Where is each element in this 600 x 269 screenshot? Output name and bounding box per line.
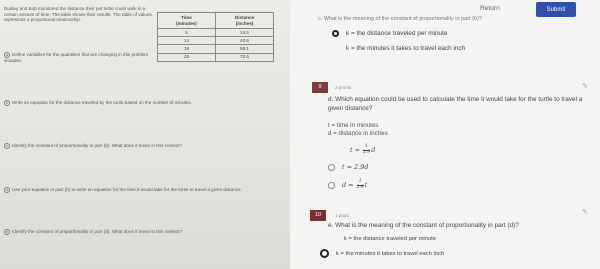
prev-option-2[interactable]: k = the minutes it takes to travel each inch [346,45,466,52]
definition-d: d = distance in inches [328,130,388,138]
worksheet-question-a: a Define variables for the quantities that are changing in this problem situation. [4,52,149,63]
question-number-badge: 9 [312,82,328,93]
table-header-distance: Distance (inches) [216,13,274,29]
definition-t: t = time in minutes [328,122,379,129]
points-label: 1 point [335,213,349,218]
radio-selected[interactable] [320,249,329,258]
q9-option-3[interactable]: d = $\frac{1}{2.9}$ t [328,180,367,190]
q9-option-2[interactable]: t = 2.9d [328,163,368,171]
table-row: 14 40.6 [158,37,274,45]
submit-button[interactable]: Submit [536,2,576,17]
variable-definitions [328,122,388,139]
q9-option-1[interactable]: t = $\frac{1}{2.9}$ d [350,144,376,155]
previous-question-text: c. What is the meaning of the constant of proportionality in part (b)? [318,16,482,22]
return-link[interactable]: Return [480,5,500,12]
worksheet-photo [0,0,290,269]
q10-option-1[interactable]: k = the distance traveled per minute [344,235,436,242]
question-number-badge: 10 [310,210,326,221]
question-text: e. What is the meaning of the constant of proportionality in part (d)? [328,222,519,229]
question-text: d. Which equation could be used to calculate the time it would take for the turtle to travel a given distance? [328,96,583,112]
prev-option-1[interactable]: k = the distance traveled per minute [332,30,447,37]
pin-icon[interactable]: ✎ [582,209,588,216]
points-label: 2 points [335,85,352,90]
question-panel [290,0,600,269]
worksheet-question-b: b Write an equation for the distance traveled by the turtle based on the number of minutes. [4,100,274,106]
pin-icon[interactable]: ✎ [582,83,588,90]
radio[interactable] [328,182,335,189]
radio[interactable] [328,164,335,171]
radio-selected[interactable] [332,30,339,37]
worksheet-question-e: e Identify the constant of proportionality in part (d). What does it mean in this context? [4,229,274,235]
table-row: 19 55.1 [158,45,274,53]
data-table [157,12,274,62]
worksheet-intro: Dudley and Bob monitored the distance their pet turtle could walk in a certain amount of time. The table shows their results. The table of values represents a proportional relationship. [4,6,152,23]
worksheet-question-c: c Identify the constant of proportionality in part (b). What does it mean in this context? [4,143,274,149]
table-header-time: Time (minutes) [158,13,216,29]
table-row: 5 14.5 [158,29,274,37]
q10-option-2[interactable]: k = the minutes it takes to travel each inch [320,249,444,258]
worksheet-question-d: d Use your equation in part (b) to write an equation for the time it would take for the turtle to travel a given distance. [4,187,274,193]
table-row: 25 72.5 [158,53,274,61]
